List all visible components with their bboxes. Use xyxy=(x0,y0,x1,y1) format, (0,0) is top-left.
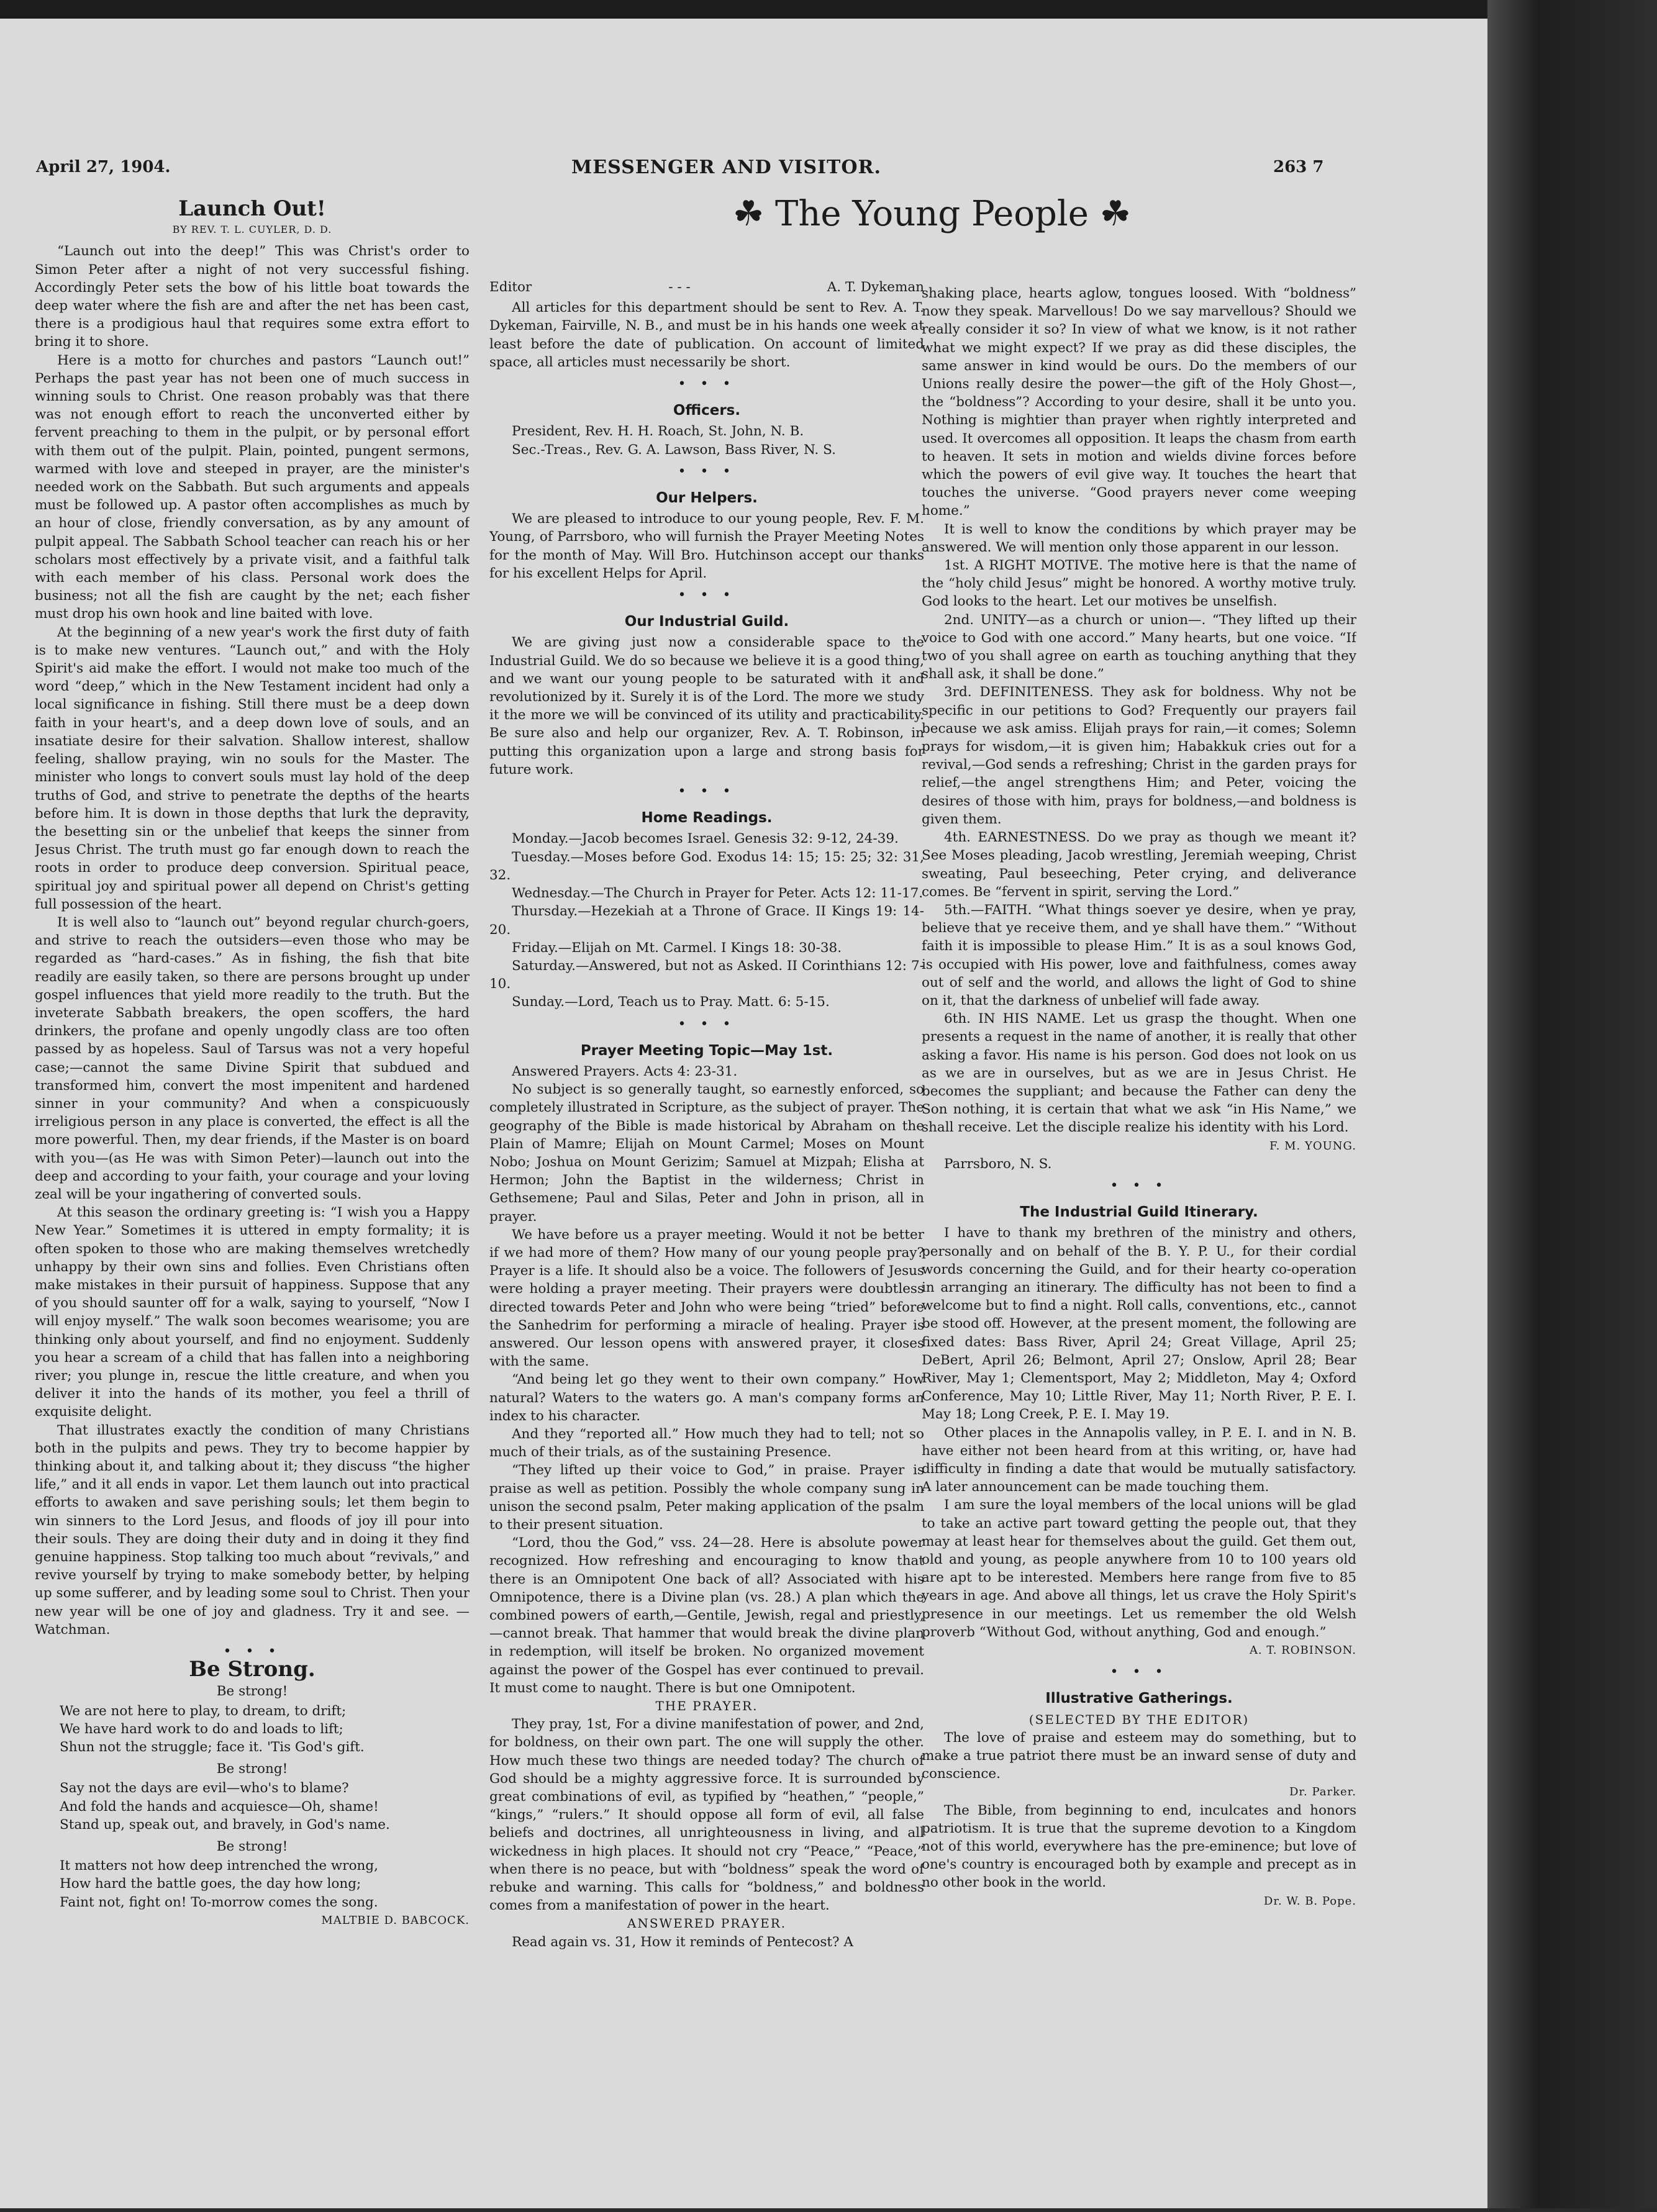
section-heading: The Industrial Guild Itinerary. xyxy=(1020,1204,1258,1221)
paragraph: They pray, 1st, For a divine manifestation of power, and 2nd, for boldness, on their own part. The one will supply the other. How much these two things are needed today? The church of God should be a mighty aggressive force. It is surrounded by great combinations of evil, as typified by “heathen,” “people,” “kings,” “rulers.” It should oppose all form of evil, all false beliefs and doctrines, all unrighteousness in living, and all wickedness in high places. It should not cry “Peace,” “Peace,” when there is no peace, but with “boldness” speak the word of rebuke and warning. This calls for “boldness,” and boldness comes from a manifestation of power in the heart. xyxy=(489,1716,924,1914)
paragraph: The love of praise and esteem may do something, but to make a true patriot there must be an inward sense of duty and conscience. xyxy=(922,1729,1356,1782)
leaf-ornament-right: ☘ xyxy=(1088,194,1131,234)
poem-line: Shun not the struggle; face it. 'Tis God's gift. xyxy=(60,1739,365,1756)
condition-point: 5th.—FAITH. “What things soever ye desire, when ye pray, believe that ye receive them, and ye shall have them.” “Without faith it is impossible to please Him.” It is as a soul knows God, is occupied with His power, love and faithfulness, comes away out of self and the world, and allows the light of God to shine on it, that the darkness of unbelief will fade away. xyxy=(922,902,1356,1009)
paragraph: Read again vs. 31, How it reminds of Pentecost? A xyxy=(512,1934,853,1950)
paragraph: “And being let go they went to their own company.” How natural? Waters to the waters go. A man's company forms an index to his character. xyxy=(489,1372,924,1424)
newspaper-page xyxy=(0,19,1487,2208)
reading-line: Thursday.—Hezekiah at a Throne of Grace. II Kings 19: 14-20. xyxy=(489,904,924,938)
paragraph: At the beginning of a new year's work the first duty of faith is to make new ventures. “Launch out,” and with the Holy Spirit's aid make the effort. I would not make too much of the word “deep,” which in the New Testament incident had only a local significance in fishing. Still there must be a deep down faith in your heart's, and a deep down love of souls, and an insatiate desire for their salvation. Shallow interest, shallow feeling, shallow praying, win no souls for the Master. The minister who longs to convert souls must lay hold of the deep truths of God, and strive to penetrate the depths of the hearts before him. It is down in those depths that lurk the depravity, the besetting sin or the unbelief that keeps the sinner from Jesus Christ. The truth must go far enough down to reach the roots in order to produce deep conversion. Spiritual peace, spiritual joy and spiritual power all depend on Christ's getting full possession of the heart. xyxy=(35,624,470,912)
poem-line: And fold the hands and acquiesce—Oh, shame! xyxy=(60,1798,379,1815)
condition-point: 3rd. DEFINITENESS. They ask for boldness. Why not be specific in our petitions to God? Frequently our prayers fail because we ask amiss. Elijah prays for rain,—it comes; Solemn prays for wisdom,—it is given him; Habakkuk cries out for a revival,—God sends a refreshing; Christ in the garden prays for relief,—the angel strengthens Him; and Peter, voicing the desires of those with him, prays for boldness,—and boldness is given them. xyxy=(922,684,1356,827)
quote-attribution: Dr. W. B. Pope. xyxy=(1263,1894,1356,1908)
article-byline: BY REV. T. L. CUYLER, D. D. xyxy=(172,224,332,236)
paragraph: It is well also to “launch out” beyond regular church-goers, and strive to reach the outsiders—even those who may be regarded as “hard-cases.” As in fishing, the fish that bite readily are easily taken, so there are persons brought up under gospel influences that yield more readily to the truth. But the inveterate Sabbath breakers, the open scoffers, the hard drinkers, the profane and openly ungodly class are too often passed by as hopeless. Saul of Tarsus was not a very hopeful case;—cannot the same Divine Spirit that subdued and transformed him, convert the most impenitent and hardened sinner in your community? And when a conspicuously irreligious person in any place is converted, the effect is all the more powerful. Then, my dear friends, if the Master is on board with you—(as He was with Simon Peter)—launch out into the deep and according to your faith, your courage and your loving zeal will be your ingathering of converted souls. xyxy=(35,914,470,1202)
article-title: Launch Out! xyxy=(178,200,326,221)
paragraph: That illustrates exactly the condition of many Christians both in the pulpits and pews. They try to become happier by thinking about it, and talking about it; they discuss “the higher life,” and it all ends in vapor. Let them launch out into practical efforts to awaken and save perishing souls; let them begin to win sinners to the Lord Jesus, and floods of joy ill pour into their souls. They are doing their duty and in doing it they find genuine happiness. Stop talking too much about “revivals,” and revive yourself by trying to make somebody better, by helping up some sufferer, and by leading some soul to Christ. Then your new year will be one of joy and gladness. Try it and see. —Watchman. xyxy=(35,1422,470,1638)
poem-refrain: Be strong! xyxy=(216,1684,288,1700)
poem-line: We are not here to play, to dream, to drift; xyxy=(60,1703,347,1719)
condition-point: 6th. IN HIS NAME. Let us grasp the thought. When one presents a request in the name of another, it is really that other asking a favor. His name is his person. God does not look on us as we are in ourselves, but as we are in Jesus Christ. He becomes the suppliant; and because the Father can deny the Son nothing, it is certain that what we ask “in His Name,” we shall receive. Let the disciple realize his identity with his Lord. xyxy=(922,1011,1356,1136)
section-heading: Our Industrial Guild. xyxy=(624,614,789,630)
quote-attribution: Dr. Parker. xyxy=(1289,1785,1356,1799)
section-ornament: • • • xyxy=(223,1644,281,1660)
paragraph: And they “reported all.” How much they had to tell; not so much of their trials, as of the sustaining Presence. xyxy=(489,1426,924,1461)
section-ornament: • • • xyxy=(678,463,736,479)
editor-name: A. T. Dykeman xyxy=(827,279,924,295)
paragraph: “Lord, thou the God,” vss. 24—28. Here is absolute power recognized. How refreshing and encouraging to know that there is an Omnipotent One back of all? Associated with his Omnipotence, there is a Divine plan (vs. 28.) A plan which the combined powers of earth,—Gentile, Jewish, regal and priestly,—cannot break. That hammer that would break the divine plan in redemption, will itself be broken. No organized movement against the power of the Gospel has ever continued to prevail. It must come to naught. There is but one Omnipotent. xyxy=(489,1535,924,1696)
section-ornament: • • • xyxy=(1110,1177,1168,1194)
scan-dark-edge xyxy=(1487,0,1657,2208)
condition-point: 2nd. UNITY—as a church or union—. “They lifted up their voice to God with one accord.” Many hearts, but one voice. “If two of you shall agree on earth as touching anything that they shall ask, it shall be done.” xyxy=(922,612,1356,682)
paragraph: All articles for this department should be sent to Rev. A. T. Dykeman, Fairville, N. B., and must be in his hands one week at least before the date of publication. On account of limited space, all articles must necessarily be short. xyxy=(489,300,924,370)
paragraph: The Bible, from beginning to end, inculcates and honors patriotism. It is true that the supreme devotion to a Kingdom not of this world, everywhere has the pre-eminence; but love of one's country is encouraged both by example and precept as in no other book in the world. xyxy=(922,1802,1356,1891)
condition-point: 4th. EARNESTNESS. Do we pray as though we meant it? See Moses pleading, Jacob wrestling, Jeremiah weeping, Christ sweating, Paul beseeching, Peter crying, and deliverance comes. Be “fervent in spirit, serving the Lord.” xyxy=(922,830,1356,900)
poem-title: Be Strong. xyxy=(189,1657,316,1682)
poem-line: Stand up, speak out, and bravely, in God's name. xyxy=(60,1816,390,1833)
paragraph: Other places in the Annapolis valley, in P. E. I. and in N. B. have either not been heard from at this writing, or, have had difficulty in finding a date that would be mutually satisfactory. A later announcement can be made touching them. xyxy=(922,1425,1356,1495)
section-heading: Illustrative Gatherings. xyxy=(1045,1690,1233,1707)
poem-refrain: Be strong! xyxy=(216,1761,288,1777)
topic-reference: Answered Prayers. Acts 4: 23-31. xyxy=(512,1063,738,1079)
editor-line xyxy=(489,278,924,296)
paragraph: It is well to know the conditions by which prayer may be answered. We will mention only those apparent in our lesson. xyxy=(922,521,1356,555)
paragraph: We are pleased to introduce to our young people, Rev. F. M. Young, of Parrsboro, who will furnish the Prayer Meeting Notes for the month of May. Will Bro. Hutchinson accept our thanks for his excellent Helps for April. xyxy=(489,511,924,581)
section-ornament: • • • xyxy=(678,587,736,604)
author-place: Parrsboro, N. S. xyxy=(944,1156,1052,1172)
editor-label: Editor xyxy=(489,279,532,295)
issue-date: April 27, 1904. xyxy=(36,158,171,176)
poem-line: Faint not, fight on! To-morrow comes the song. xyxy=(60,1894,378,1910)
reading-line: Saturday.—Answered, but not as Asked. II Corinthians 12: 7-10. xyxy=(489,958,924,992)
section-ornament: • • • xyxy=(678,376,736,392)
paragraph: We are giving just now a considerable space to the Industrial Guild. We do so because we believe it is a good thing, and we want our young people to be saturated with it and revolutionized by it. Surely it is of the Lord. The more we study it the more we will be convinced of its utility and practicability. Be sure also and help our organizer, Rev. A. T. Robinson, in putting this organization upon a large and strong basis for future work. xyxy=(489,635,924,777)
officer-line: President, Rev. H. H. Roach, St. John, N. B. xyxy=(512,424,804,440)
paragraph: We have before us a prayer meeting. Would it not be better if we had more of them? How many of our young people pray? Prayer is a life. It should also be a voice. The followers of Jesus were holding a prayer meeting. Their prayers were doubtless directed towards Peter and John who were being “tried” before the Sanhedrim for performing a miracle of healing. Prayer is answered. Our lesson opens with answered prayer, it closes with the same. xyxy=(489,1226,924,1370)
column-3 xyxy=(922,284,1356,2212)
subheading: THE PRAYER. xyxy=(655,1698,758,1714)
department-title xyxy=(733,194,1131,234)
subheading: ANSWERED PRAYER. xyxy=(627,1916,787,1931)
condition-point: 1st. A RIGHT MOTIVE. The motive here is that the name of the “holy child Jesus” might be honored. A worthy motive truly. God looks to the heart. Let our motives be unselfish. xyxy=(922,558,1356,610)
section-ornament: • • • xyxy=(678,784,736,800)
leaf-ornament-left: ☘ xyxy=(733,194,776,234)
paragraph: At this season the ordinary greeting is: “I wish you a Happy New Year.” Sometimes it is uttered in empty formality; it is often spoken to those who are making themselves wretchedly unhappy by their own sins and follies. Even Christians often make mistakes in their pursuit of happiness. Suppose that any of you should saunter off for a walk, saying to yourself, “Now I will enjoy myself.” The walk soon becomes wearisome; you are thinking only about yourself, and find no enjoyment. Suddenly you hear a scream of a child that has fallen into a neighboring river; you plunge in, rescue the little creature, and when you deliver it into the hands of its mother, you feel a thrill of exquisite delight. xyxy=(35,1205,470,1420)
masthead: MESSENGER AND VISITOR. xyxy=(571,156,881,178)
officer-line: Sec.-Treas., Rev. G. A. Lawson, Bass River, N. S. xyxy=(512,442,836,458)
paragraph: “They lifted up their voice to God,” in praise. Prayer is praise as well as petition. Possibly the whole company sung in unison the second psalm, Peter making application of the psalm to their present situation. xyxy=(489,1462,924,1533)
paragraph: I am sure the loyal members of the local unions will be glad to take an active part toward getting the people out, that they may at least hear for themselves about the guild. Get them out, old and young, as people anywhere from 10 to 100 years old are apt to be interested. Members here range from five to 85 years in age. And above all things, let us crave the Holy Spirit's presence in our meetings. Let us remember the old Welsh proverb “Without God, without anything, God and enough.” xyxy=(922,1497,1356,1640)
section-heading: Officers. xyxy=(673,402,741,419)
reading-line: Friday.—Elijah on Mt. Carmel. I Kings 18: 30-38. xyxy=(512,940,842,956)
reading-line: Sunday.—Lord, Teach us to Pray. Matt. 6: 5-15. xyxy=(512,994,830,1010)
reading-line: Tuesday.—Moses before God. Exodus 14: 15; 15: 25; 32: 31, 32. xyxy=(489,849,924,883)
column-1 xyxy=(35,200,470,2212)
column-2 xyxy=(489,278,924,2212)
poem-line: It matters not how deep intrenched the wrong, xyxy=(60,1858,378,1874)
scan-top-edge xyxy=(0,0,1487,19)
page-number: 263 7 xyxy=(1273,158,1324,176)
section-heading: Our Helpers. xyxy=(656,490,758,507)
section-heading: Prayer Meeting Topic—May 1st. xyxy=(580,1042,833,1059)
author-signature: F. M. YOUNG. xyxy=(1269,1139,1356,1153)
department-title-text: The Young People xyxy=(775,194,1089,234)
editor-dashes: - - - xyxy=(668,279,691,295)
reading-line: Monday.—Jacob becomes Israel. Genesis 32: 9-12, 24-39. xyxy=(512,831,899,847)
author-signature: A. T. ROBINSON. xyxy=(1249,1644,1356,1657)
paragraph: shaking place, hearts aglow, tongues loosed. With “boldness” now they speak. Marvellous! Do we say marvellous? Should we really consider it so? In view of what we know, is it not rather what we might expect? If we pray as did these disciples, the same answer in kind would be ours. Do the members of our Unions really desire the power—the gift of the Holy Ghost—, the “boldness”? According to your desire, shall it be unto you. Nothing is mightier than prayer when rightly interpreted and used. It overcomes all opposition. It leaps the chasm from earth to heaven. It sets in motion and wields divine forces before which the powers of evil give way. It touches the heart that touches the universe. “Good prayers never come weeping home.” xyxy=(922,286,1356,519)
poem-signature: MALTBIE D. BABCOCK. xyxy=(321,1913,470,1927)
poem-line: Say not the days are evil—who's to blame? xyxy=(60,1780,349,1797)
paragraph: No subject is so generally taught, so earnestly enforced, so completely illustrated in Scripture, as the subject of prayer. The geography of the Bible is made historical by Abraham on the Plain of Mamre; Elijah on Mount Carmel; Moses on Mount Nobo; Joshua on Mount Gerizim; Samuel at Mizpah; Elisha at Hermon; John the Baptist in the wilderness; Christ in Gethsemene; Paul and Silas, Peter and John in prison, all in prayer. xyxy=(489,1082,924,1225)
section-subtitle: (SELECTED BY THE EDITOR) xyxy=(1028,1711,1250,1727)
reading-line: Wednesday.—The Church in Prayer for Peter. Acts 12: 11-17. xyxy=(512,886,924,902)
poem-line: How hard the battle goes, the day how long; xyxy=(60,1876,361,1892)
section-ornament: • • • xyxy=(1110,1664,1168,1680)
section-ornament: • • • xyxy=(678,1016,736,1032)
poem-refrain: Be strong! xyxy=(216,1839,288,1855)
poem-line: We have hard work to do and loads to lift; xyxy=(60,1721,343,1737)
poem xyxy=(60,1682,470,1911)
paragraph: I have to thank my brethren of the ministry and others, personally and on behalf of the B. Y. P. U., for their cordial words concerning the Guild, and for their hearty co-operation in arranging an itinerary. The difficulty has not been to find a welcome but to find a night. Roll calls, conventions, etc., cannot be stood off. However, at the present moment, the following are fixed dates: Bass River, April 24; Great Village, April 25; DeBert, April 26; Belmont, April 27; Onslow, April 28; Bear River, May 1; Clementsport, May 2; Middleton, May 4; Oxford Conference, May 10; Little River, May 11; North River, P. E. I. May 18; Long Creek, P. E. I. May 19. xyxy=(922,1225,1356,1423)
section-heading: Home Readings. xyxy=(641,810,773,827)
paragraph: “Launch out into the deep!” This was Christ's order to Simon Peter after a night of not very successful fishing. Accordingly Peter sets the bow of his little boat towards the deep water where the fish are and after the net has been cast, there is a prodigious haul that requires some extra effort to bring it to shore. xyxy=(35,243,470,350)
paragraph: Here is a motto for churches and pastors “Launch out!” Perhaps the past year has not been one of much success in winning souls to Christ. One reason probably was that there was not enough effort to reach the unconverted either by fervent preaching to them in the pulpit, or by personal effort with them out of the pulpit. Plain, pointed, pungent sermons, warmed with love and steeped in prayer, are the minister's needed work on the Sabbath. But such arguments and appeals must be followed up. A pastor often accomplishes as much by an hour of close, friendly conversation, as by any amount of pulpit appeal. The Sabbath School teacher can reach his or her scholars most effectively by a private visit, and a faithful talk with each member of his class. Personal work does the business; not all the fish are caught by the net; each fisher must drop his own hook and line baited with love. xyxy=(35,352,470,622)
